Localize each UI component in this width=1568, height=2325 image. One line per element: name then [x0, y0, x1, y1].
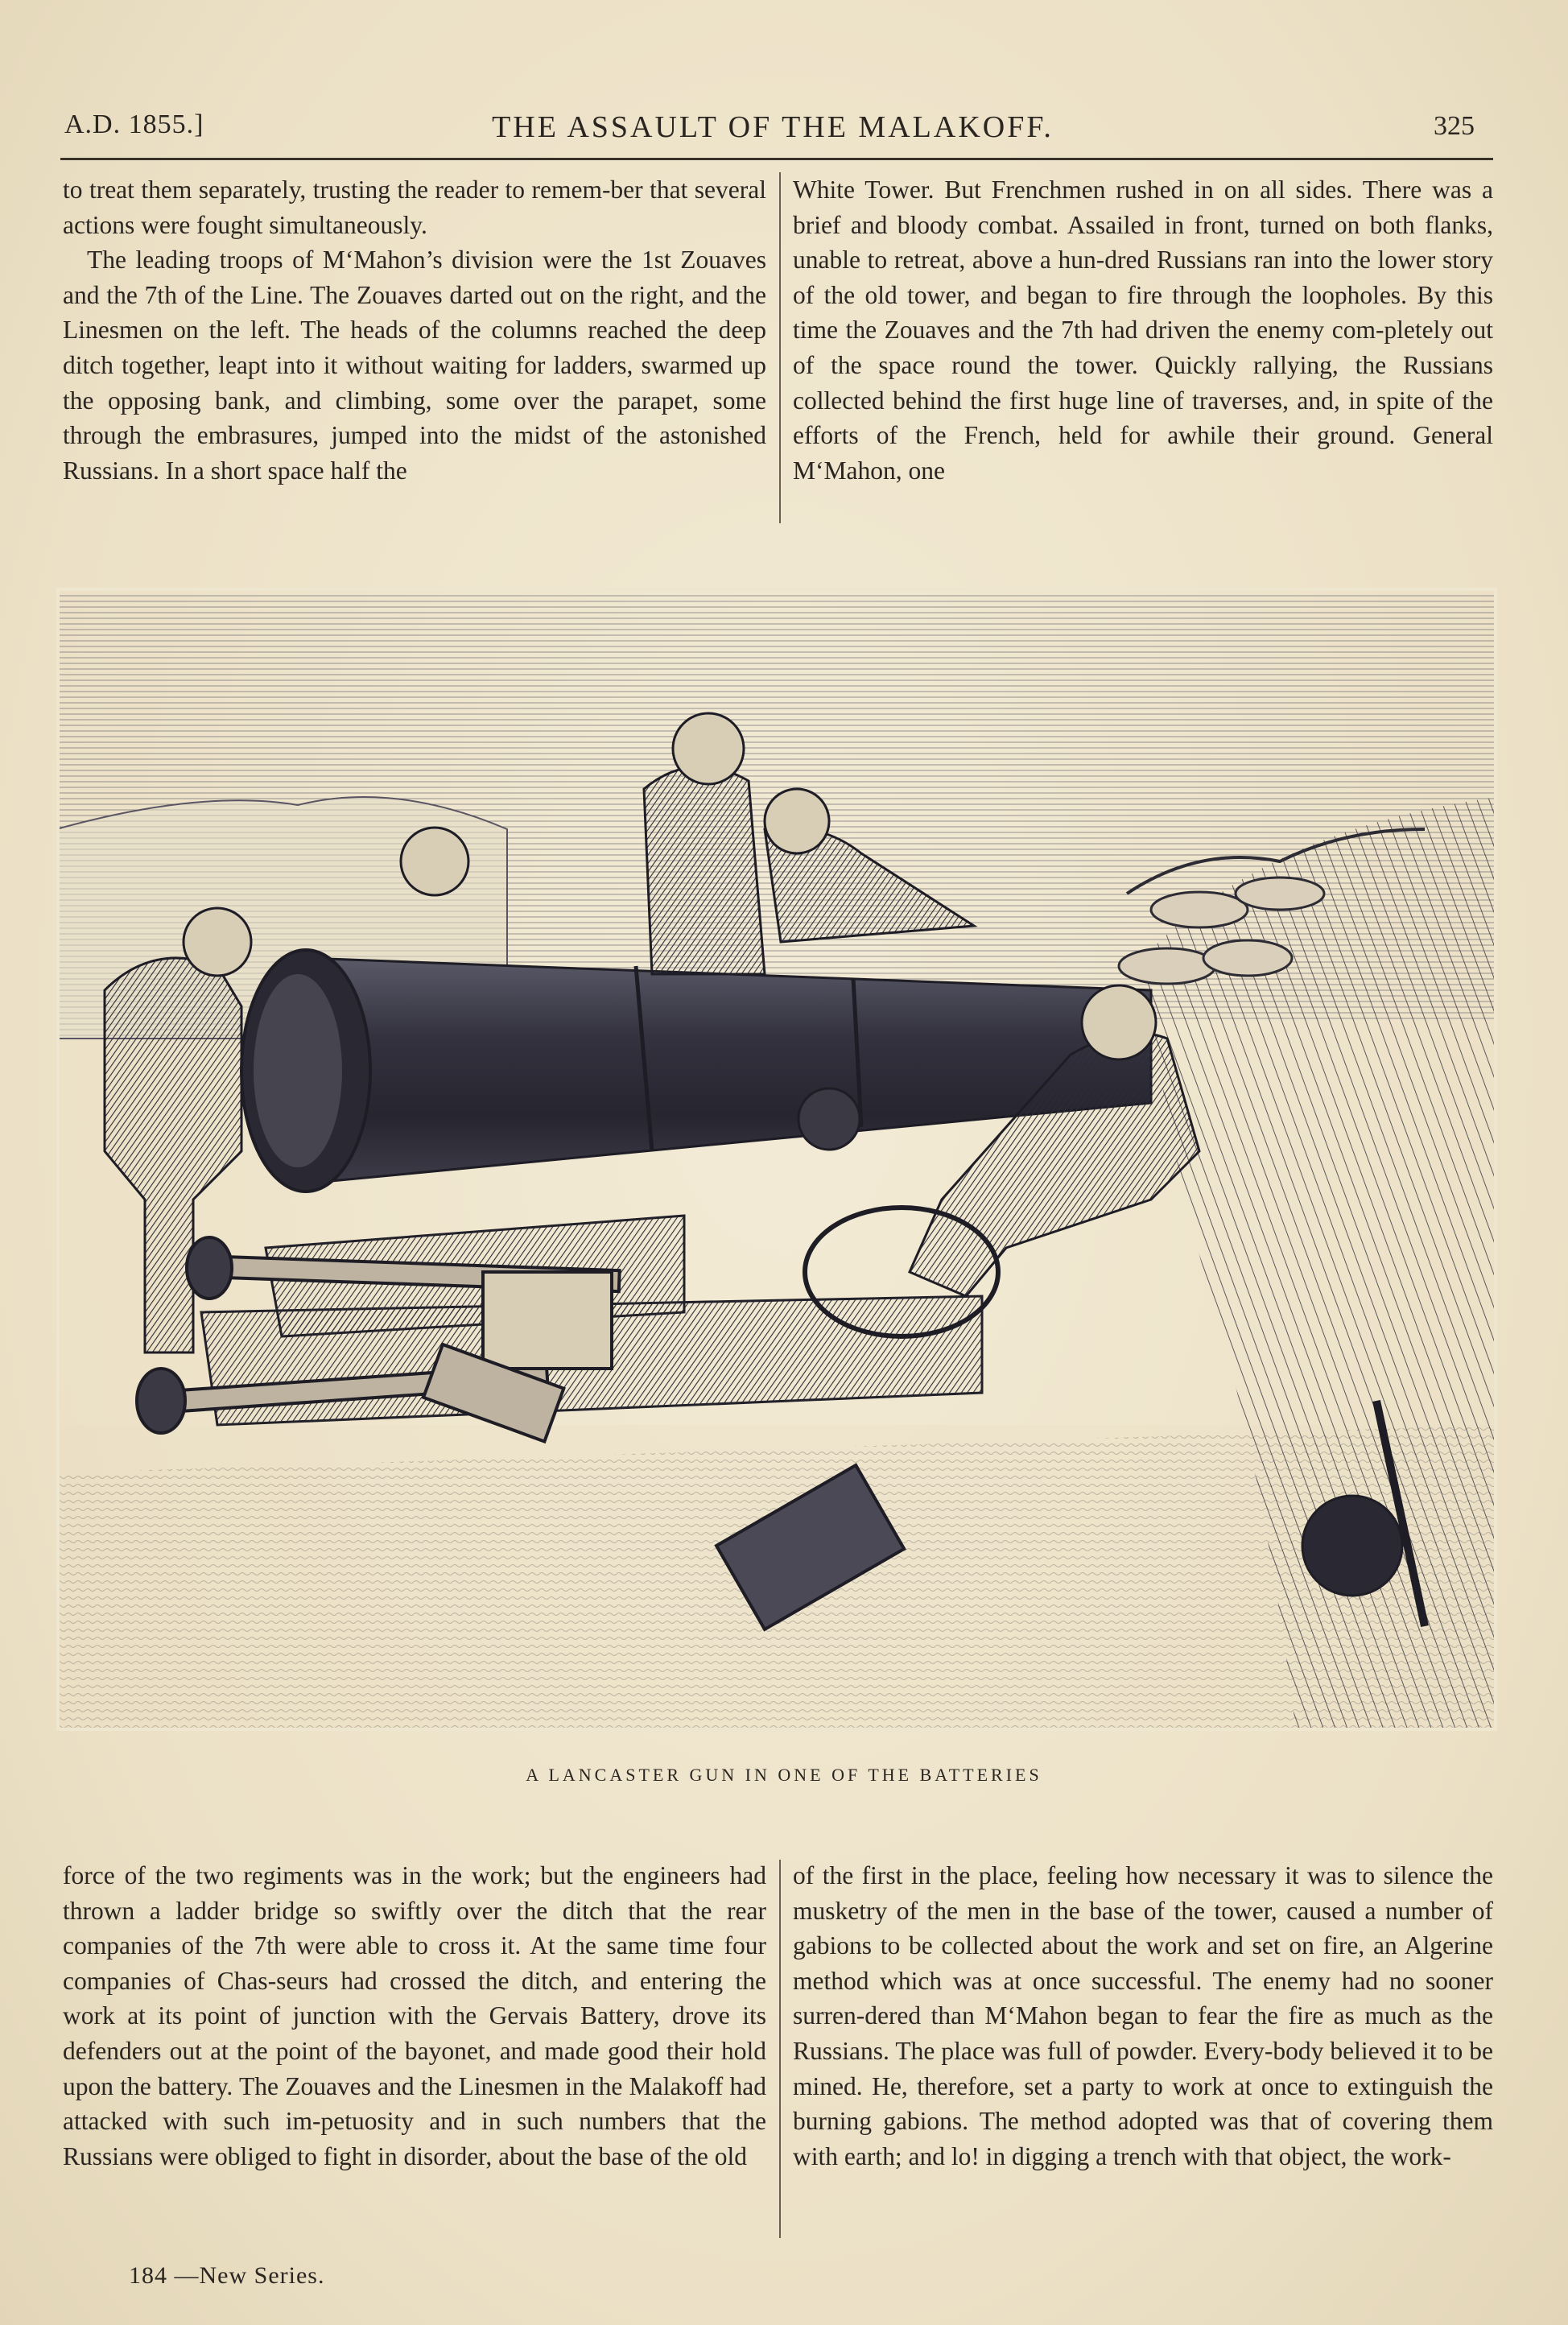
- bottom-right-column: [793, 1858, 1493, 2174]
- signature-mark: 184 —New Series.: [129, 2262, 325, 2289]
- bottom-left-column: [63, 1858, 766, 2174]
- paragraph: White Tower. But Frenchmen rushed in on all sides. There was a brief and bloody combat. Assailed in front, turned on both flanks, unable to retreat, above a hun-dred Russians ran into the lower story of the old tower, and began to fire through the loopholes. By this time the Zouaves and the 7th had driven the enemy com-pletely out of the space round the tower. Quickly rallying, the Russians collected behind the first huge line of traverses, and, in spite of the efforts of the French, held for awhile their ground. General M‘Mahon, one: [793, 176, 1493, 485]
- paragraph: The leading troops of M‘Mahon’s division were the 1st Zouaves and the 7th of the Line. The Zouaves darted out on the right, and the Linesmen on the left. The heads of the columns reached the deep ditch together, leapt into it without waiting for ladders, swarmed up the opposing bank, and climbing, some over the parapet, some through the embrasures, jumped into the midst of the astonished Russians. In a short space half the: [63, 246, 766, 485]
- header-rule: [60, 158, 1493, 160]
- column-divider: [779, 172, 781, 523]
- paragraph: of the first in the place, feeling how necessary it was to silence the musketry of the men in the base of the tower, caused a number of gabions to be collected about the work and set on fire, an Algerine method which was at once successful. The enemy had no sooner surren-dered than M‘Mahon began to fear the fire as much as the Russians. The place was full of powder. Every-body believed it to be mined. He, therefore, set a party to work at once to extinguish the burning gabions. The method adopted was that of covering them with earth; and lo! in digging a trench with that object, the work-: [793, 1861, 1493, 2170]
- top-left-column: [63, 172, 766, 488]
- column-divider: [779, 1860, 781, 2238]
- running-header: [48, 103, 1497, 151]
- engraving-illustration: [56, 588, 1497, 1731]
- header-title: THE ASSAULT OF THE MALAKOFF.: [492, 110, 1054, 144]
- header-date: A.D. 1855.]: [64, 109, 204, 139]
- paragraph: to treat them separately, trusting the reader to remem-ber that several actions were fought simultaneously.: [63, 176, 766, 239]
- figure-caption: A LANCASTER GUN IN ONE OF THE BATTERIES: [526, 1765, 1042, 1785]
- page-number: 325: [1434, 111, 1475, 141]
- paragraph: force of the two regiments was in the work; but the engineers had thrown a ladder bridge so swiftly over the ditch that the rear companies of the 7th were able to cross it. At the same time four companies of Chas-seurs had crossed the ditch, and entering the work at its point of junction with the Gervais Battery, drove its defenders out at the point of the bayonet, and made good their hold upon the battery. The Zouaves and the Linesmen in the Malakoff had attacked with such im-petuosity and in such numbers that the Russians were obliged to fight in disorder, about the base of the old: [63, 1861, 766, 2170]
- top-right-column: [793, 172, 1493, 488]
